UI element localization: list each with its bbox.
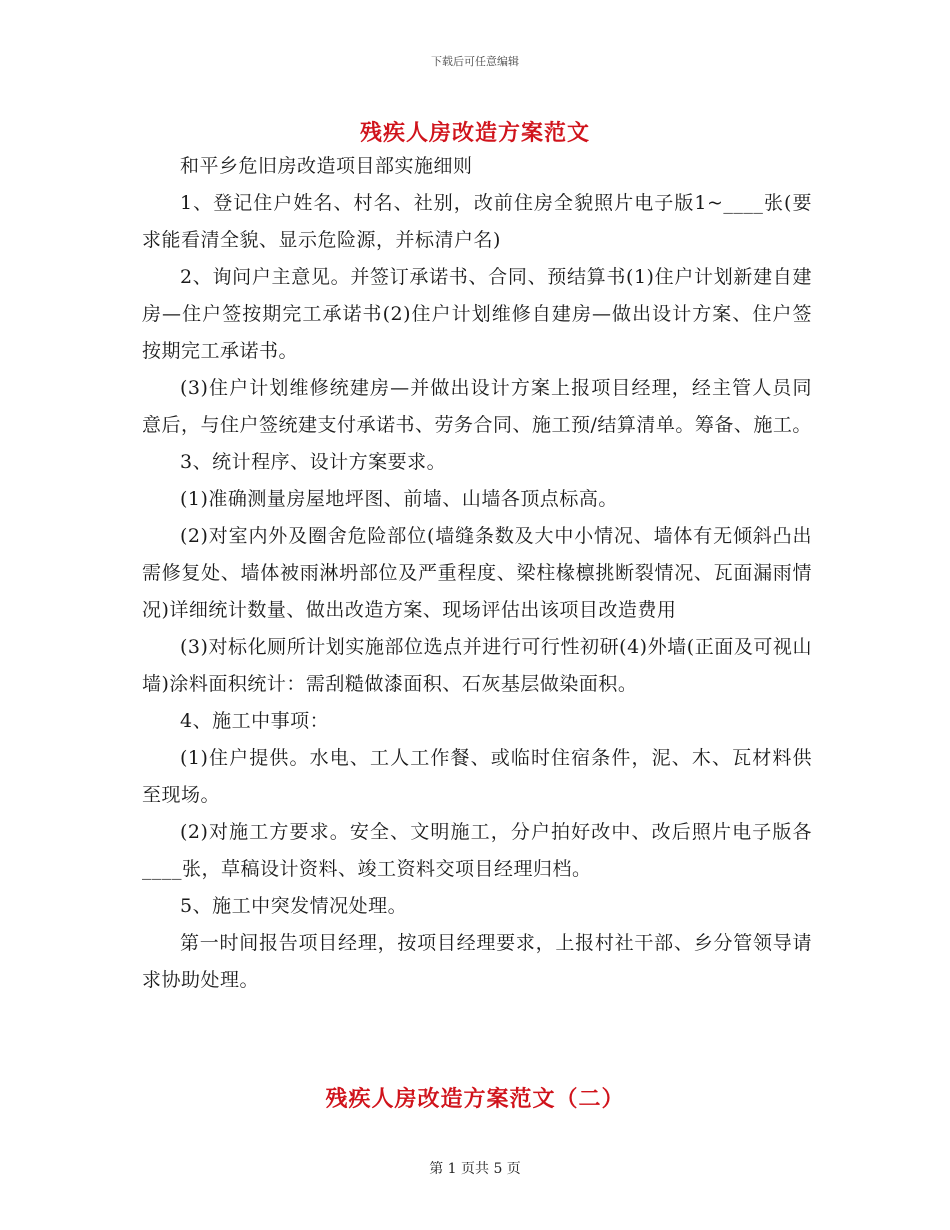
paragraph: 5、施工中突发情况处理。: [180, 895, 408, 917]
page-number: 第 1 页共 5 页: [429, 1161, 521, 1177]
paragraph: (3)住户计划维修统建房—并做出设计方案上报项目经理，经主管人员同意后，与住户签统建支付承诺书、劳务合同、施工预/结算清单。筹备、施工。: [142, 377, 812, 436]
page-header-note: 下载后可任意编辑: [431, 55, 519, 68]
paragraph: (2)对室内外及圈舍危险部位(墙缝条数及大中小情况、墙体有无倾斜凸出需修复处、墙体被雨淋坍部位及严重程度、梁柱椽檩挑断裂情况、瓦面漏雨情况)详细统计数量、做出改造方案、现场评估出该项目改造费用: [142, 525, 812, 621]
paragraph: (3)对标化厕所计划实施部位选点并进行可行性初研(4)外墙(正面及可视山墙)涂料面积统计：需刮糙做漆面积、石灰基层做染面积。: [142, 636, 812, 695]
section-title: 残疾人房改造方案范文（二）: [325, 1086, 625, 1112]
document-title: 残疾人房改造方案范文: [359, 120, 590, 146]
paragraph: (1)准确测量房屋地坪图、前墙、山墙各顶点标高。: [180, 488, 618, 510]
paragraph: 4、施工中事项：: [180, 710, 330, 732]
paragraph: (2)对施工方要求。安全、文明施工，分户拍好改中、改后照片电子版各____张，草稿设计资料、竣工资料交项目经理归档。: [142, 821, 812, 880]
paragraph: 2、询问户主意见。并签订承诺书、合同、预结算书(1)住户计划新建自建房—住户签按期完工承诺书(2)住户计划维修自建房—做出设计方案、住户签按期完工承诺书。: [142, 266, 812, 362]
paragraph: 和平乡危旧房改造项目部实施细则: [180, 155, 473, 177]
paragraph: (1)住户提供。水电、工人工作餐、或临时住宿条件，泥、木、瓦材料供至现场。: [142, 747, 812, 806]
paragraph: 第一时间报告项目经理，按项目经理要求，上报村社干部、乡分管领导请求协助处理。: [142, 932, 812, 991]
document-body: [142, 148, 812, 999]
paragraph: 1、登记住户姓名、村名、社别，改前住房全貌照片电子版1~____张(要求能看清全貌、显示危险源，并标清户名): [142, 192, 812, 251]
paragraph: 3、统计程序、设计方案要求。: [180, 451, 447, 473]
